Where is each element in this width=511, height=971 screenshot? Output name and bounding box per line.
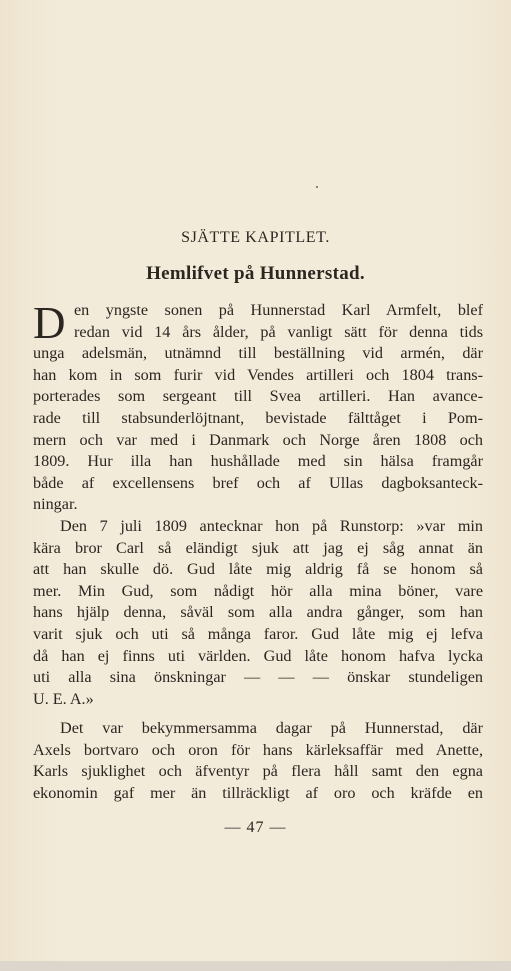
- drop-cap: D: [33, 298, 66, 348]
- text-line: varit sjuk och uti så många faror. Gud låte mig ej lefva: [33, 624, 483, 643]
- text-line: unga adelsmän, utnämnd till beställning vid armén, där: [33, 344, 483, 363]
- text-line: 1809. Hur illa han hushållade med sin hälsa framgår: [33, 452, 483, 471]
- text-line: rade till stabsunderlöjtnant, bevistade fälttåget i Pom-: [33, 408, 483, 427]
- chapter-heading: SJÄTTE KAPITLET.: [181, 229, 330, 246]
- text-line: Det var bekymmersamma dagar på Hunnerstad, där: [60, 719, 483, 737]
- text-line: hans hjälp denna, såväl som alla andra gånger, som han: [33, 603, 483, 622]
- text-line: Den 7 juli 1809 antecknar hon på Runstorp: »var min: [60, 517, 483, 535]
- scan-border: [0, 961, 511, 971]
- text-line: porterades som sergeant till Svea artilleri. Han avance-: [33, 387, 483, 406]
- text-line: ekonomin gaf mer än tillräckligt af oro och kräfde en: [33, 783, 483, 802]
- text-line: han kom in som furir vid Vendes artilleri och 1804 trans-: [33, 365, 483, 384]
- chapter-title: Hemlifvet på Hunnerstad.: [146, 263, 365, 284]
- paragraph-1: [33, 300, 483, 516]
- text-line: redan vid 14 års ålder, på vanligt sätt för denna tids: [74, 322, 483, 341]
- text-line: ningar.: [33, 495, 78, 514]
- text-line: kära bror Carl så eländigt sjuk att jag ej såg annat än: [33, 538, 483, 557]
- paragraph-3: [33, 718, 483, 804]
- text-line: uti alla sina önskningar — — — önskar stundeligen: [33, 668, 483, 687]
- text-line: mer. Min Gud, som nådigt hör alla mina böner, vare: [33, 581, 483, 600]
- text-line: Axels bortvaro och oron för hans kärleksaffär med Anette,: [33, 740, 483, 759]
- text-line: både af excellensens bref och af Ullas dagboksanteck-: [33, 473, 483, 492]
- text-line: då han ej finns uti världen. Gud låte honom hafva lycka: [33, 646, 483, 665]
- text-line: mern och var med i Danmark och Norge åren 1808 och: [33, 430, 483, 449]
- text-line: U. E. A.»: [33, 689, 94, 708]
- paragraph-2: [33, 516, 483, 710]
- text-line: Karls sjuklighet och äfventyr på flera håll samt den egna: [33, 762, 483, 781]
- page-number: — 47 —: [224, 819, 287, 836]
- speck-mark: [316, 186, 318, 188]
- text-line: att han skulle dö. Gud låte mig aldrig få se honom så: [33, 560, 483, 579]
- text-line: en yngste sonen på Hunnerstad Karl Armfelt, blef: [74, 301, 483, 319]
